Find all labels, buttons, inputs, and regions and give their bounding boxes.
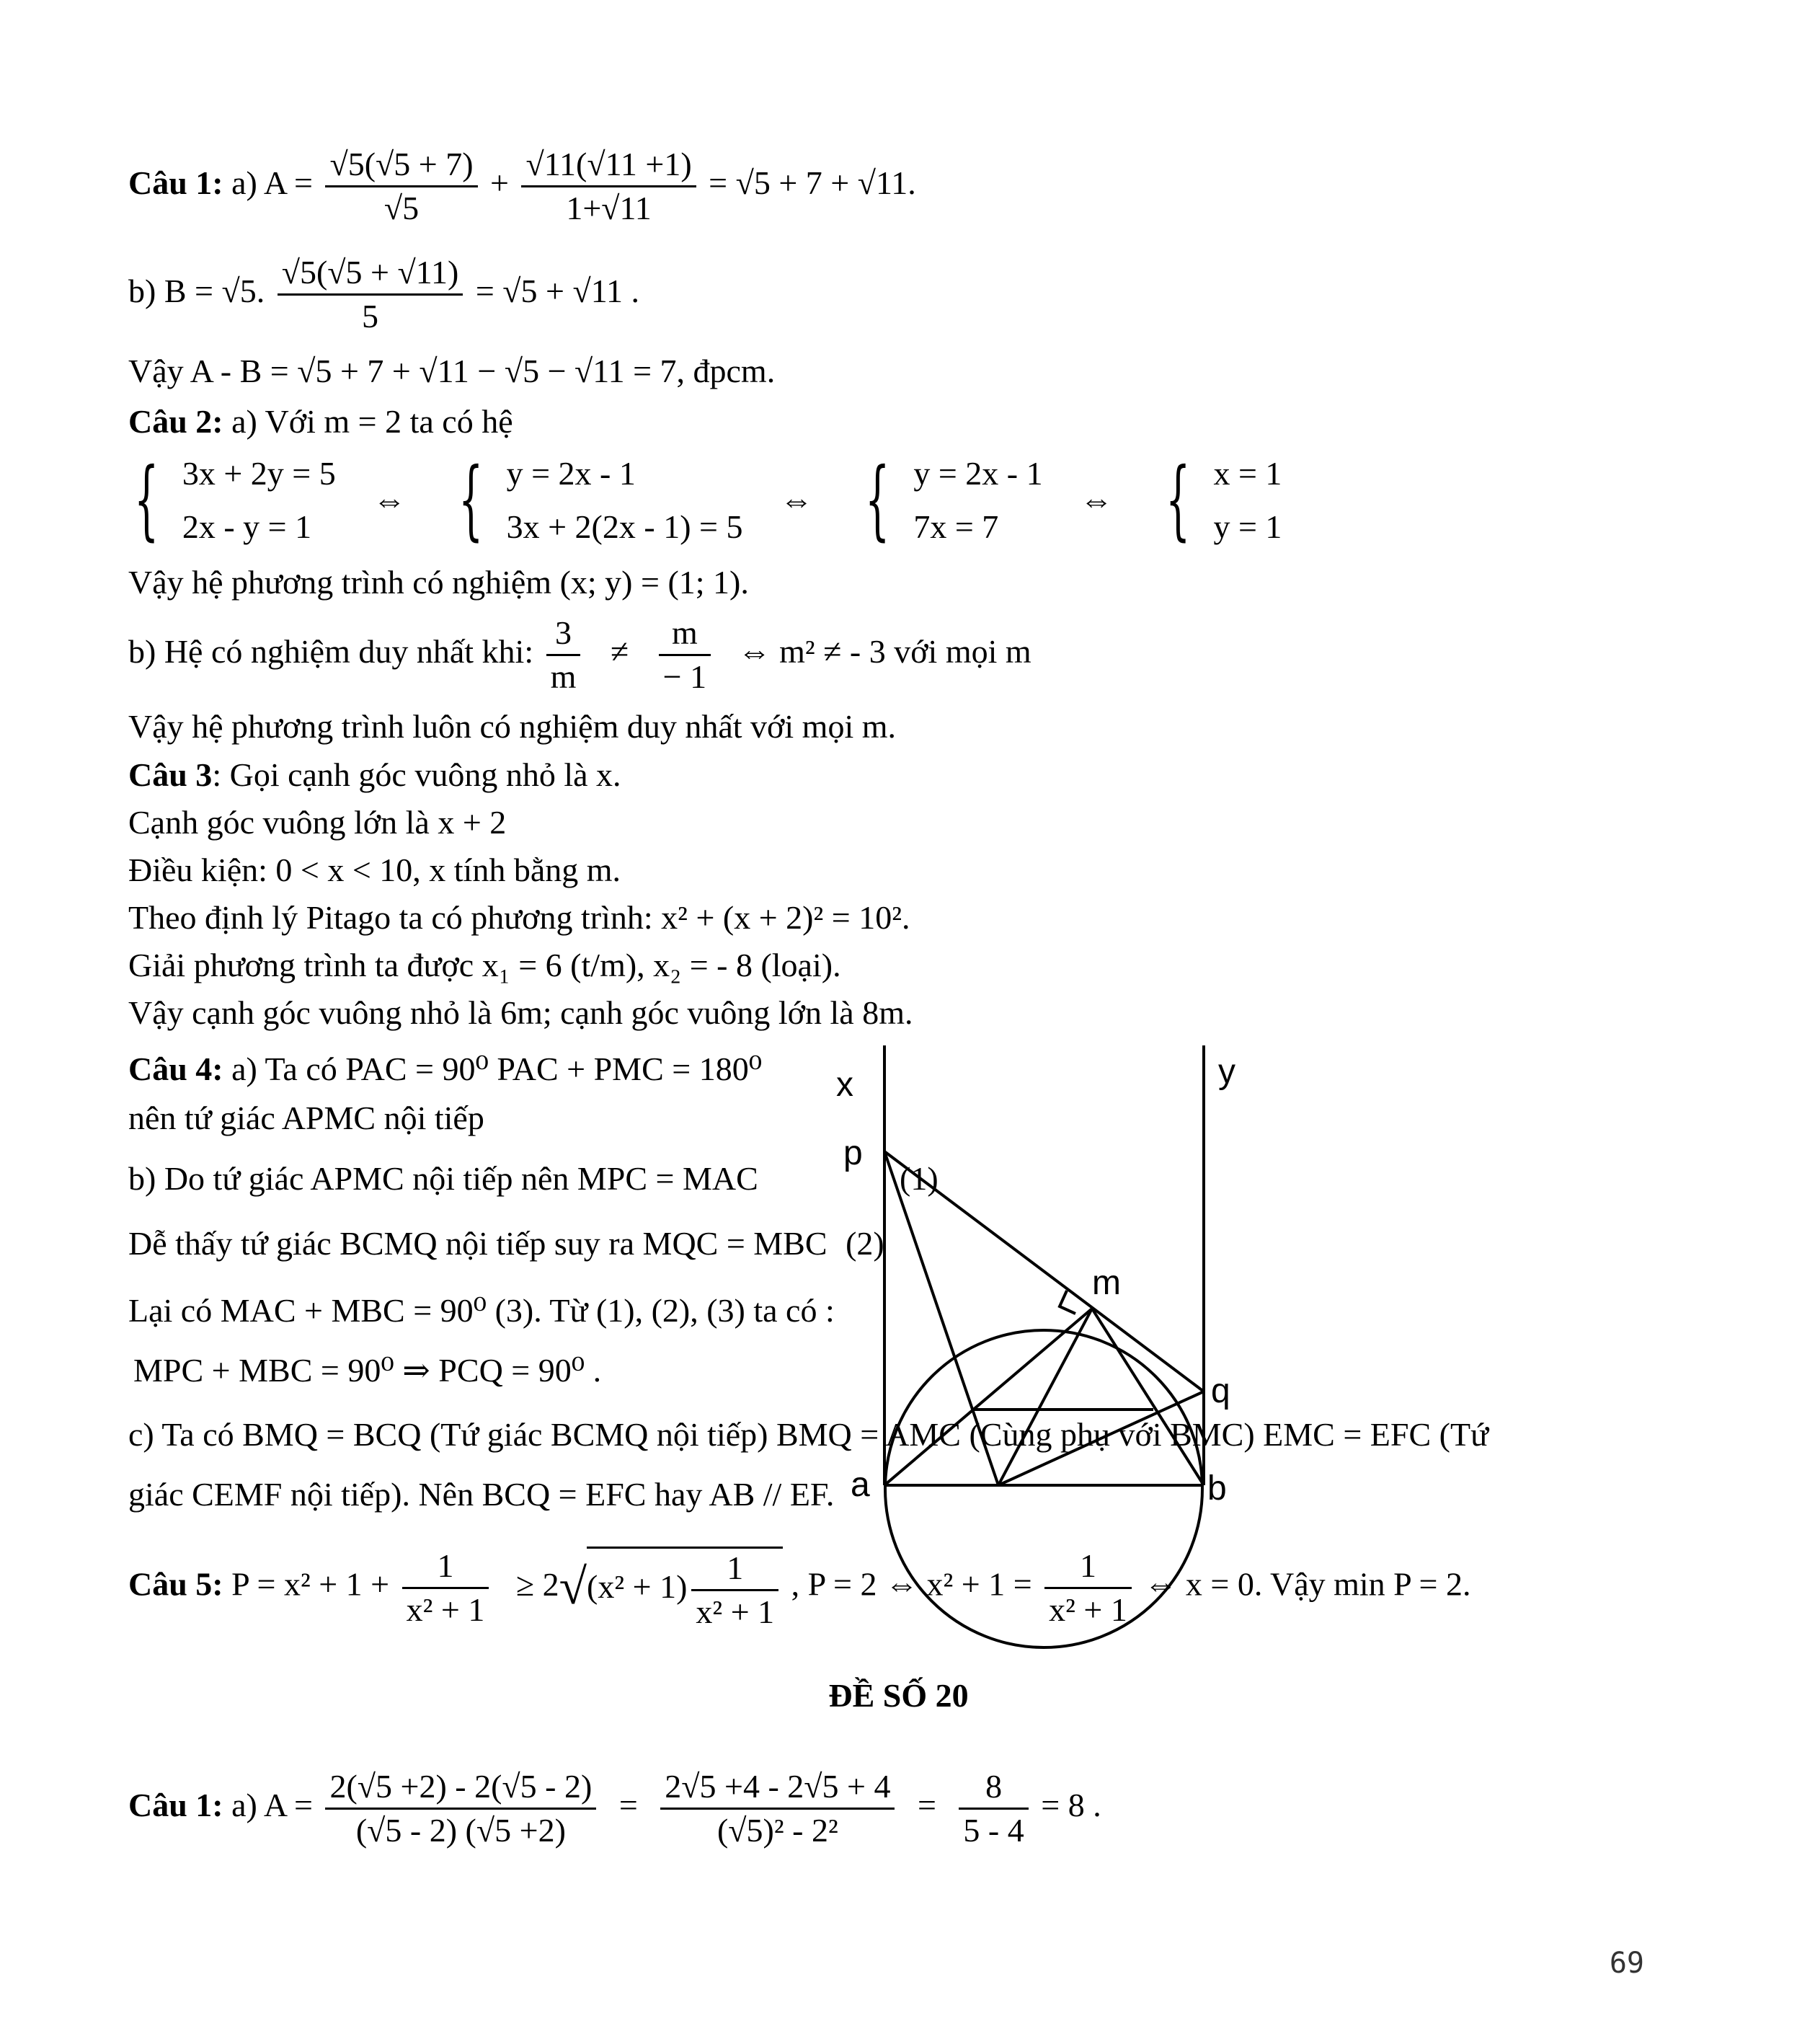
system-4 (1213, 447, 1282, 553)
system-4-eq2: y = 1 (1213, 508, 1282, 545)
q3-label: Câu 3 (128, 756, 213, 793)
q2-b-frac1 (546, 616, 581, 694)
q1-a-plus: + (490, 164, 509, 202)
q5-label: Câu 5: (128, 1565, 223, 1603)
q4-line3 (128, 1160, 939, 1197)
q1-20-frac1-den: (√5 - 2) (√5 +2) (355, 1812, 566, 1849)
q1-b-frac (278, 256, 463, 333)
q2-conclusion-b: Vậy hệ phương trình luôn có nghiệm duy nhất với mọi m. (128, 708, 897, 745)
q1-b-prefix: b) B = √5. (128, 273, 265, 310)
q4-line1 (128, 1050, 763, 1087)
q1-20-frac2-num: 2√5 +4 - 2√5 + 4 (660, 1770, 895, 1810)
q2-line-a (128, 405, 513, 438)
system-2 (507, 447, 743, 553)
q4-line4-ref: (2) (846, 1225, 884, 1262)
q1-20-frac3-num: 8 (959, 1770, 1028, 1810)
brace-2: { (458, 449, 484, 550)
equiv-3: ⇔ (1080, 481, 1114, 518)
brace-4: { (1165, 449, 1190, 550)
q1-20-frac3-den: 5 - 4 (963, 1812, 1024, 1849)
q3-line6: Vậy cạnh góc vuông nhỏ là 6m; cạnh góc vuông lớn là 8m. (128, 994, 913, 1031)
system-3-eq1: y = 2x - 1 (913, 455, 1043, 492)
page-number: 69 (1609, 1947, 1644, 1980)
section-title: ĐỀ SỐ 20 (828, 1677, 969, 1714)
label-a: a (851, 1466, 870, 1504)
label-x: x (836, 1066, 853, 1104)
q5-radical: √ (559, 1559, 587, 1615)
q3-line2: Cạnh góc vuông lớn là x + 2 (128, 804, 507, 841)
q3-line5: Giải phương trình ta được x₁ = 6 (t/m), x₂ = - 8 (loại). (128, 947, 841, 983)
q1-20-result: = 8 . (1041, 1787, 1101, 1824)
q4-line2: nên tứ giác APMC nội tiếp (128, 1100, 484, 1136)
q4-line8: giác CEMF nội tiếp). Nên BCQ = EFC hay AB // EF. (128, 1476, 835, 1513)
q2-systems (119, 447, 1282, 553)
q2-line-b (128, 616, 1031, 694)
q3-line3: Điều kiện: 0 < x < 10, x tính bằng m. (128, 851, 621, 888)
q4-line3-text: b) Do tứ giác APMC nội tiếp nên MPC = MAC (128, 1160, 758, 1197)
label-m: m (1092, 1264, 1121, 1302)
system-4-eq1: x = 1 (1213, 455, 1282, 492)
q5-frac1-num: 1 (402, 1549, 489, 1589)
q2-label: Câu 2: (128, 403, 223, 440)
q2-b-frac2 (659, 616, 711, 694)
segment-bm (1092, 1309, 1204, 1485)
q1-a-prefix: a) A = (231, 164, 313, 202)
q3-line1 (128, 758, 621, 792)
q1-a-frac1-num: √5(√5 + 7) (325, 148, 477, 187)
q5-lhs: P = x² + 1 + (231, 1565, 390, 1603)
q1-b-frac-den: 5 (362, 298, 379, 335)
brace-3: { (865, 449, 890, 550)
q2-a-text: a) Với m = 2 ta có hệ (231, 403, 513, 440)
q1-20-frac2 (660, 1770, 895, 1847)
q5-frac1-den: x² + 1 (406, 1590, 485, 1628)
q5-rad-body (587, 1547, 783, 1629)
q2-conclusion-a: Vậy hệ phương trình có nghiệm (x; y) = (1; 1). (128, 564, 749, 601)
q5-frac1 (402, 1549, 489, 1627)
q1-conclusion: Vậy A - B = √5 + 7 + √11 − √5 − √11 = 7, đpcm. (128, 353, 776, 389)
q1-20-eq1: = (618, 1787, 638, 1824)
brace-1: { (133, 449, 159, 550)
q1-line-a (128, 148, 916, 225)
q5-mid: , P = 2 ⇔ x² + 1 = (791, 1565, 1032, 1603)
q2-b-frac2-num: m (659, 616, 711, 656)
q5-rad-frac (691, 1549, 778, 1630)
q5-rad-factor: (x² + 1) (587, 1568, 688, 1606)
system-3-eq2: 7x = 7 (913, 508, 999, 545)
system-1-eq1: 3x + 2y = 5 (182, 455, 336, 492)
q5-frac2-num: 1 (1044, 1549, 1132, 1589)
q2-b-text: b) Hệ có nghiệm duy nhất khi: (128, 633, 534, 671)
segment-pq (884, 1151, 1204, 1392)
q5-line (128, 1547, 1471, 1629)
q1-b-frac-num: √5(√5 + √11) (278, 256, 463, 296)
label-q: q (1211, 1372, 1230, 1410)
q1-label: Câu 1: (128, 164, 223, 202)
q1-20-frac1-num: 2(√5 +2) - 2(√5 - 2) (325, 1770, 596, 1810)
q2-b-frac1-den: m (550, 658, 577, 695)
system-1 (182, 447, 336, 553)
q1-a-frac2-num: √11(√11 +1) (521, 148, 696, 187)
q3-line1-text: : Gọi cạnh góc vuông nhỏ là x. (212, 756, 621, 793)
q1-a-result: = √5 + 7 + √11. (709, 164, 916, 202)
q1-20-frac3 (959, 1770, 1028, 1847)
q1-20-eq2: = (917, 1787, 936, 1824)
q5-tail: ⇔ x = 0. Vậy min P = 2. (1144, 1565, 1471, 1603)
q5-frac2-den: x² + 1 (1049, 1590, 1127, 1628)
system-2-eq1: y = 2x - 1 (506, 455, 636, 492)
system-1-eq2: 2x - y = 1 (182, 508, 312, 545)
q1-20-line (128, 1770, 1101, 1847)
q5-frac2 (1044, 1549, 1132, 1627)
q5-rad-frac-den: x² + 1 (696, 1593, 775, 1630)
system-3 (913, 447, 1042, 553)
equiv-1: ⇔ (373, 481, 407, 518)
q1-a-frac2 (521, 148, 696, 225)
q1-20-frac2-den: (√5)² - 2² (716, 1812, 838, 1849)
label-b: b (1207, 1469, 1227, 1508)
q1-20-prefix: a) A = (231, 1787, 313, 1824)
q1-20-label: Câu 1: (128, 1787, 223, 1824)
q4-line1-text: a) Ta có PAC = 90⁰ PAC + PMC = 180⁰ (231, 1050, 763, 1087)
q4-line4 (128, 1227, 884, 1260)
q5-rad-frac-num: 1 (691, 1552, 778, 1591)
q1-20-frac1 (325, 1770, 596, 1847)
label-p: p (843, 1134, 863, 1172)
q4-line6: MPC + MBC = 90⁰ ⇒ PCQ = 90⁰ . (133, 1352, 602, 1389)
q1-line-b (128, 256, 639, 333)
q3-line4: Theo định lý Pitago ta có phương trình: x² + (x + 2)² = 10². (128, 899, 910, 936)
q4-line4-text: Dễ thấy tứ giác BCMQ nội tiếp suy ra MQC = MBC (128, 1225, 827, 1262)
q1-a-frac2-den: 1+√11 (566, 190, 652, 226)
q2-b-neq: ≠ (610, 633, 629, 671)
label-y: y (1218, 1053, 1235, 1091)
q2-b-tail: ⇔ m² ≠ - 3 với mọi m (737, 633, 1031, 671)
system-2-eq2: 3x + 2(2x - 1) = 5 (506, 508, 743, 545)
q4-label: Câu 4: (128, 1050, 223, 1087)
q4-line5: Lại có MAC + MBC = 90⁰ (3). Từ (1), (2), (3) ta có : (128, 1292, 835, 1329)
q4-line3-ref: (1) (900, 1160, 939, 1197)
q2-b-frac1-num: 3 (546, 616, 581, 656)
q1-a-frac1 (325, 148, 477, 225)
q2-b-frac2-den: − 1 (662, 658, 707, 695)
q4-line7: c) Ta có BMQ = BCQ (Tứ giác BCMQ nội tiếp) BMQ = AMC (Cùng phụ với BMC) EMC = EFC (Tứ (128, 1416, 1489, 1453)
q1-a-frac1-den: √5 (383, 190, 420, 226)
q1-b-result: = √5 + √11 . (475, 273, 639, 310)
segment-cm (998, 1309, 1092, 1485)
equiv-2: ⇔ (779, 481, 813, 518)
q5-ge: ≥ 2 (515, 1565, 559, 1603)
